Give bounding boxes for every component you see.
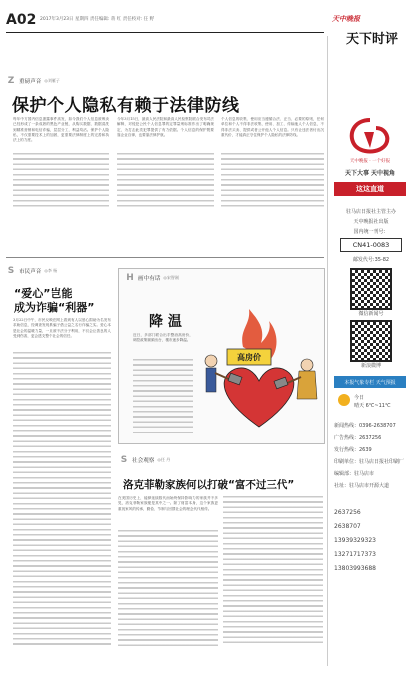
weibo-label: 新浪微博	[360, 363, 381, 369]
weather-status: 晴天 6℃~11℃	[354, 403, 391, 409]
kicker-s2-icon: S	[120, 455, 128, 465]
left-title-line1: “爱心”岂能	[14, 287, 73, 300]
phone-line: 2637256	[334, 509, 361, 516]
main-body-col3: 个人信息的收集、使用应当遵循合法、正当、必要的原则，任何单位和个人不得非法收集、使用、加工、传输他人个人信息，不得非法买卖、提供或者公开他人个人信息。只有让违法者付出沉重代价，才能真正守住保护个人隐私的法律防线。	[221, 117, 324, 137]
dept-line: 广告热线：2637256	[334, 435, 382, 441]
weather-title: 本报气象专栏 天气预报	[334, 376, 406, 388]
kicker-z-icon: Z	[7, 76, 15, 86]
weather-sun-icon	[338, 394, 350, 406]
sidebar-tagline: 天中晚报 · 一个好报	[349, 159, 391, 164]
sidebar-slogan: 天下大事 天中视角	[344, 170, 396, 177]
weibo-qr-icon	[350, 320, 392, 362]
left-body-lines	[13, 352, 111, 647]
sidebar-sub-banner: 驻马店日报社主管主办	[345, 209, 396, 215]
main-headline: 保护个人隐私有赖于法律防线	[12, 96, 240, 116]
sidebar-dept-list	[334, 420, 408, 492]
dept-line: 编辑部：驻马店市	[334, 471, 375, 477]
weather-date: 今日	[354, 395, 365, 401]
cartoon-caption: 近日，多部门联合出手整治高房价，调控政策频频出台，楼市逐步降温。	[133, 333, 193, 343]
kicker-h-icon: H	[126, 273, 134, 283]
left-kicker: S 市民声音 ◎李 杨	[7, 266, 58, 276]
sidebar-publisher: 天中晚报社出版	[353, 219, 389, 225]
phone-line: 13939329323	[334, 537, 376, 544]
section-divider	[6, 257, 324, 258]
wechat-label: 微信新闻号	[358, 311, 384, 317]
society-body-col2-lines	[223, 496, 323, 647]
society-kicker: S 社会观察 ◎任 丹	[120, 455, 171, 465]
ribbon-logo-icon	[340, 114, 400, 156]
dept-line: 社址：驻马店市开源大道	[334, 483, 390, 489]
main-body-col3-lines	[221, 153, 324, 207]
society-body-col1-lines	[118, 530, 218, 647]
main-body-col1: 每年中方国内信息泄露事件高发，如今我们个人信息被贩卖已经形成了一条成熟的黑色产业链，从购买数据、数据清洗到精准营销和电信诈骗，层层分工，利益均沾。保护个人隐私，不仅需要技术上的加固，更需要法律制度上的完善和执法上的力度。	[13, 117, 109, 143]
header-rule	[6, 32, 324, 33]
society-body-col1: 在美国历史上，能够延续数代而始终保持影响力的家族并不多见，洛克菲勒家族便是其中之一。除了财富本身，这个家族更重视家风的传承，勤俭、节制与回馈社会的理念代代相传。	[118, 496, 218, 511]
sidebar-phone-list	[334, 506, 408, 576]
dept-line: 新闻热线：0396-2638707	[334, 423, 396, 429]
page-number: A02	[6, 12, 37, 28]
cartoon-sign-text: 高房价	[237, 353, 261, 362]
phone-line: 13271717373	[334, 551, 376, 558]
phone-line: 13803993688	[334, 565, 376, 572]
dept-line: 发行热线：2639	[334, 447, 372, 453]
society-headline: 洛克菲勒家族何以打破“富不过三代”	[123, 479, 295, 491]
issue-date-line: 2017年3月23日 星期四 责任编辑: 蒋 红 责任校对: 任 野	[40, 17, 155, 22]
paper-logo: 天中晚报	[332, 15, 360, 23]
dept-line: 印刷单位：驻马店日报社印刷厂	[334, 459, 405, 465]
wechat-qr-icon	[350, 268, 392, 310]
cartoon-kicker: H 画中有话 ◎宋智刚	[126, 273, 179, 283]
main-kicker: Z 重磅声音 ◎刘雁子	[7, 76, 60, 86]
sidebar-postal: 邮发代号:35-82	[352, 257, 390, 263]
edition-title: 天下时评	[346, 32, 399, 47]
main-body-col1-lines	[13, 153, 109, 207]
main-body-col2: 今年3月15日，最高人民法院和最高人民检察院联合发布司法解释，对侵犯公民个人信息罪的定罪量刑标准作出了明确规定，为打击此类犯罪提供了有力依据。个人信息的保护既要靠企业自律，也要靠法律护航。	[117, 117, 214, 137]
cartoon-box	[118, 268, 325, 444]
cartoon-illustration	[199, 299, 319, 439]
sidebar-banner: 这这直道	[334, 182, 406, 196]
left-title-line2: 成为诈骗“利器”	[14, 301, 95, 314]
cartoon-title: 降 温	[149, 314, 182, 330]
main-body-col2-lines	[117, 153, 214, 207]
sidebar-divider	[327, 36, 328, 666]
cartoon-caption-lines	[133, 359, 193, 433]
phone-line: 2638707	[334, 523, 361, 530]
left-body: 3月22日中午，市民反映在网上看到有人以爱心捐助为名发布求助信息，经调查发现系骗子借公益之名行诈骗之实。爱心本是社会的温暖力量，一旦被不法分子利用，不仅会让善良的人受到伤害，更会透支整个社会的信任。	[13, 318, 111, 338]
sidebar-cn-label: 国内统一刊号：	[353, 229, 389, 235]
sidebar	[330, 6, 409, 670]
sidebar-cn-number: CN41-0083	[340, 238, 402, 252]
kicker-s-icon: S	[7, 266, 15, 276]
